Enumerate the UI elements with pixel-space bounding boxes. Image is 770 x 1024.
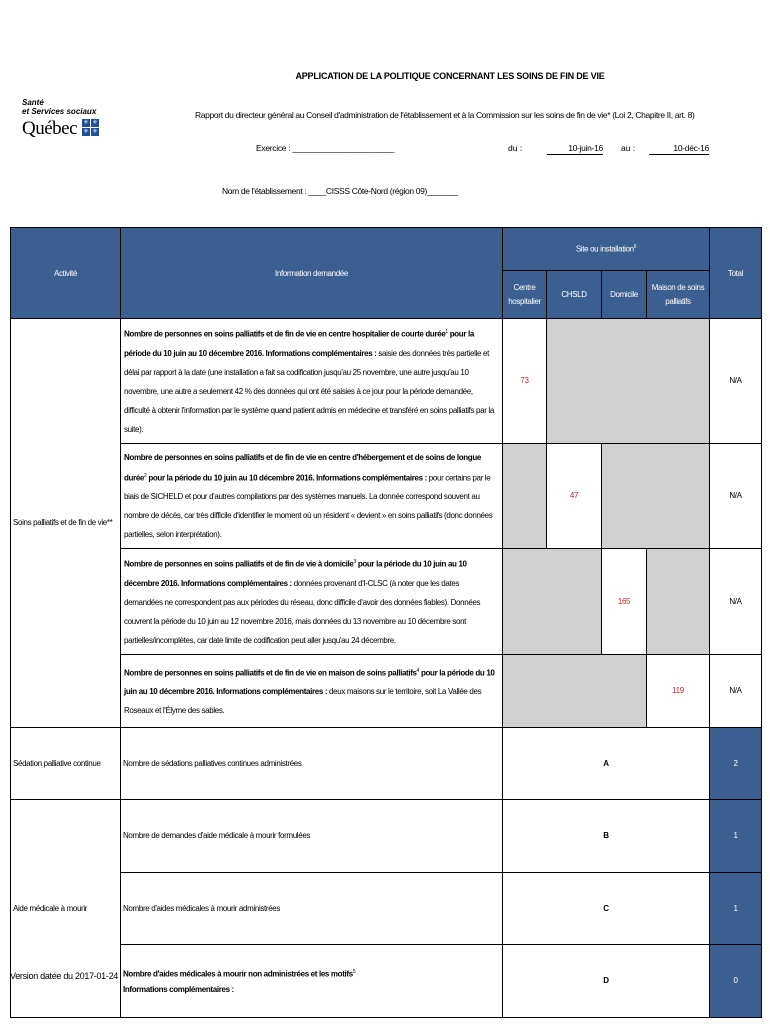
header-activite: Activité [11,228,121,319]
etablissement-field: Nom de l'établissement : ____CISSS Côte-Nord (région 09)_______ [222,186,458,196]
value-chsld: 47 [547,443,602,549]
total-non-administrees: 0 [710,944,762,1017]
total-administrees: 1 [710,872,762,944]
page-subtitle: Rapport du directeur général au Conseil d'administration de l'établissement et à la Commission sur les soins de fin de vie* (Loi 2, Chapitre II, art. 8) [195,110,695,120]
letter-a: A [503,727,710,799]
du-label: du : [508,143,523,153]
total-sedation: 2 [710,727,762,799]
date-from: 10-juin-16 [547,143,603,155]
info-centre-hospitalier: Nombre de personnes en soins palliatifs et de fin de vie en centre hospitalier de courte durée$^1$ pour la période du 10 juin au 10 décembre 2016. Informations complémentaires : saisie des données très partielle et délai par rapport à la date (une installation a fait sa codification jusqu'au 25 novembre, une autre jusqu'au 10 novembre, une autre a seulement 42 % des données qui ont été saisies à ce jour pour la période demandée, difficulté à obtenir l'information par le système quand patient admis en médecine et transféré en soins palliatifs par la suite). [121,319,503,444]
total-centre-hospitalier: N/A [710,319,762,444]
info-demandes: Nombre de demandes d'aide médicale à mourir formulées [121,799,503,872]
page-title: APPLICATION DE LA POLITIQUE CONCERNANT LES SOINS DE FIN DE VIE [295,71,605,81]
header-chsld: CHSLD [547,271,602,319]
fleur-de-lis-flag-icon: ⚜ ⚜ ⚜ ⚜ [83,120,98,135]
header-site: Site ou installation$^6$ [503,228,710,271]
info-administrees: Nombre d'aides médicales à mourir administrées [121,872,503,944]
activity-soins-palliatifs: Soins palliatifs et de fin de vie** [11,319,121,728]
activity-aide-medicale: Aide médicale à mourir [11,799,121,1017]
quebec-logo [22,98,102,146]
activity-sedation: Sédation palliative continue [11,727,121,799]
letter-b: B [503,799,710,872]
report-table [10,227,762,1018]
logo-line1: Santé [22,98,44,107]
info-chsld: Nombre de personnes en soins palliatifs et de fin de vie en centre d'hébergement et de soins de longue durée$^2$ pour la période du 10 juin au 10 décembre 2016. Informations complémentaires : pour certains par le biais de SICHELD et pour d'autres compilations par des systèmes manuels. La donnée correspond souvent au nombre de décès, car très difficile d'identifier le moment où un résident « devient » en soins palliatifs (donc données partielles, selon interprétation). [121,443,503,549]
logo-line2: et Services sociaux [22,107,97,116]
info-maison: Nombre de personnes en soins palliatifs et de fin de vie en maison de soins palliatifs$^4$ pour la période du 10 juin au 10 décembre 2016. Informations complémentaires : deux maisons sur le territoire, soit La Vallée des Roseaux et l'Élyme des sables. [121,654,503,727]
header-domicile: Domicile [602,271,647,319]
header-total: Total [710,228,762,319]
version-date: Version datée du 2017-01-24 [10,971,118,981]
date-to: 10-déc-16 [649,143,709,155]
letter-d: D [503,944,710,1017]
logo-name: Québec [22,118,78,139]
info-sedation: Nombre de sédations palliatives continues administrées [121,727,503,799]
info-domicile: Nombre de personnes en soins palliatifs et de fin de vie à domicile$^3$ pour la période du 10 juin au 10 décembre 2016. Informations complémentaires : données provenant d'I-CLSC (à noter que les dates demandées ne correspondent pas aux périodes du réseau, donc difficile d'avoir des données fiables). Données couvrent la période du 10 juin au 12 novembre 2016, mais données du 13 novembre au 10 décembre sont partielles/incomplètes, car date limite de codification peut aller jusqu'au 24 décembre. [121,549,503,655]
value-domicile: 165 [602,549,647,655]
header-maison: Maison de soins palliatifs [647,271,710,319]
exercice-field: Exercice : _______________________ [256,143,395,153]
total-demandes: 1 [710,799,762,872]
total-chsld: N/A [710,443,762,549]
au-label: au : [621,143,636,153]
value-centre-hospitalier: 73 [503,319,547,444]
total-domicile: N/A [710,549,762,655]
value-maison: 119 [647,654,710,727]
header-centre: Centre hospitalier [503,271,547,319]
total-maison: N/A [710,654,762,727]
info-non-administrees: Nombre d'aides médicales à mourir non administrées et les motifs$^5$ Informations complémentaires : [121,944,503,1017]
header-information: Information demandée [121,228,503,319]
letter-c: C [503,872,710,944]
